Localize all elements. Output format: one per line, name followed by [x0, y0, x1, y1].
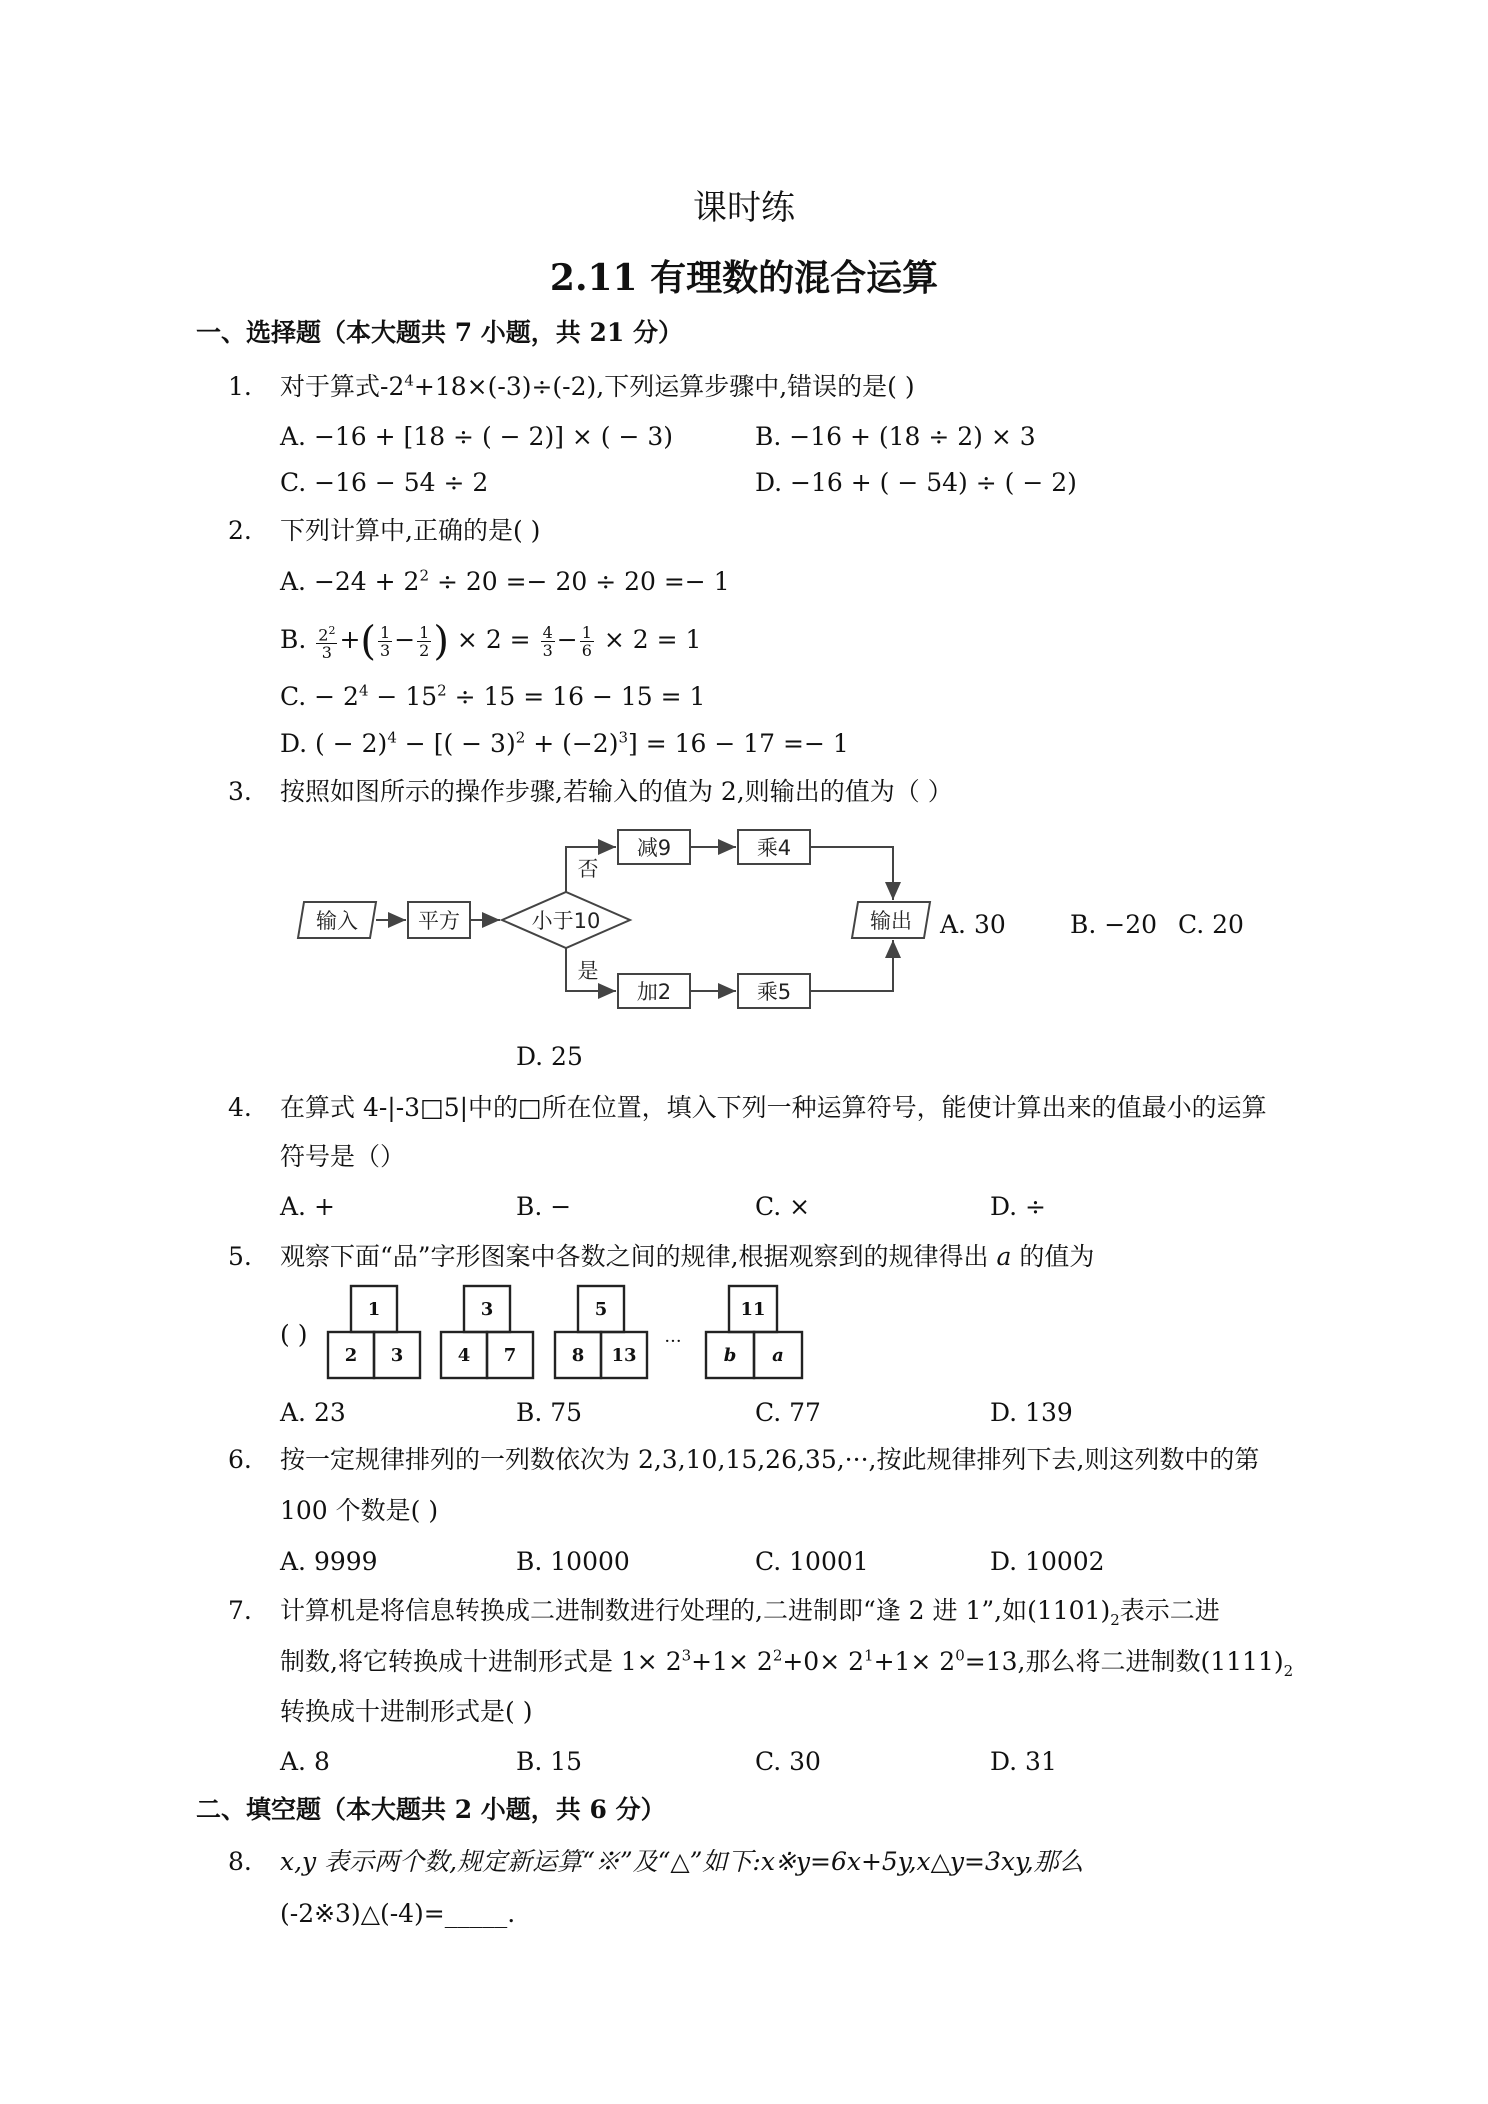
q7-stem-line3: 转换成十进制形式是( )	[280, 1697, 533, 1726]
q8-stem-line1: x,y 表示两个数,规定新运算“※”及“△”如下:x※y=6x+5y,x△y=3xy,那么	[280, 1847, 1084, 1876]
q4-stem-line2: 符号是（）	[280, 1142, 406, 1171]
q4-number: 4.	[228, 1093, 252, 1122]
q5-stem: 观察下面“品”字形图案中各数之间的规律,根据观察到的规律得出 a 的值为	[280, 1242, 1095, 1271]
flow-output-label: 输出	[870, 909, 912, 933]
q7-stem-line2: 制数,将它转换成十进制形式是 $1\times 2^3+1\times 2^2+0\times 2^1+1\times 2^0=13$,那么将二进制数$(1111)_2$	[280, 1646, 1294, 1680]
q2-option-a[interactable]: A. $-24 + 2^2 \div 20 =- 20 \div 20 =- 1$	[280, 566, 730, 596]
q7-option-b[interactable]: B. 15	[516, 1747, 583, 1776]
q4-stem-line1: 在算式 4-|-3□5|中的□所在位置，填入下列一种运算符号，能使计算出来的值最小的运算	[280, 1093, 1267, 1122]
q8-stem-line2[interactable]: (-2※3)△(-4)=_____.	[280, 1899, 516, 1928]
pattern2-right: 7	[503, 1345, 517, 1366]
q4-option-c[interactable]: C. ×	[755, 1192, 811, 1221]
flow-mul4-label: 乘4	[756, 836, 792, 860]
q3-option-d[interactable]: D. 25	[516, 1042, 583, 1071]
q2-stem: 下列计算中,正确的是( )	[280, 516, 541, 545]
section-fill: 二、填空题（本大题共 2 小题，共 6 分）	[196, 1795, 666, 1824]
q2-option-d[interactable]: D. ( − 2)$^4$ − [( − $3)^2 + (-2)^3] = 16 - 17 =- 1$	[280, 728, 849, 758]
pattern-ellipsis: ···	[664, 1331, 682, 1352]
q8-number: 8.	[228, 1847, 252, 1876]
q3-option-b[interactable]: B. −20	[1070, 910, 1158, 939]
flow-yes-label: 是	[577, 959, 599, 983]
flow-input-label: 输入	[316, 909, 358, 933]
flow-sub9-label: 减9	[636, 836, 672, 860]
flow-condition-label: 小于10	[531, 909, 601, 933]
pattern4-left: b	[723, 1345, 737, 1366]
section-choice: 一、选择题（本大题共 7 小题，共 21 分）	[196, 318, 684, 347]
q6-option-d[interactable]: D. 10002	[990, 1547, 1105, 1576]
pattern4-right: a	[772, 1345, 784, 1366]
flow-square-label: 平方	[418, 909, 460, 933]
q7-option-c[interactable]: C. 30	[755, 1747, 821, 1776]
q4-option-a[interactable]: A. +	[280, 1192, 335, 1221]
pattern2-left: 4	[457, 1345, 471, 1366]
q3-stem: 按照如图所示的操作步骤,若输入的值为 2,则输出的值为（ ）	[280, 777, 953, 806]
pattern3-right: 13	[611, 1345, 637, 1366]
q3-option-c[interactable]: C. 20	[1178, 910, 1244, 939]
q2-option-c[interactable]: C. − $2^4 - 15^2 \div 15 = 16 - 15 = 1$	[280, 681, 706, 711]
pattern1-left: 2	[344, 1345, 358, 1366]
q2-number: 2.	[228, 516, 252, 545]
pattern1-top: 1	[367, 1299, 381, 1320]
q1-option-a[interactable]: A. −16 + [18 ÷ ( − 2)] × ( − 3)	[280, 422, 674, 451]
q7-option-a[interactable]: A. 8	[280, 1747, 330, 1776]
q6-stem-line2: 100 个数是( )	[280, 1496, 439, 1525]
pattern3-top: 5	[594, 1299, 608, 1320]
q6-option-a[interactable]: A. 9999	[280, 1547, 378, 1576]
q1-option-d[interactable]: D. −16 + ( − 54) ÷ ( − 2)	[755, 468, 1077, 497]
q3-flowchart	[290, 820, 950, 1020]
q3-option-a[interactable]: A. 30	[940, 910, 1006, 939]
q5-pattern-figure	[325, 1284, 745, 1382]
subtitle: 课时练	[693, 188, 795, 228]
q1-number: 1.	[228, 372, 252, 401]
q6-option-c[interactable]: C. 10001	[755, 1547, 869, 1576]
q7-stem-line1: 计算机是将信息转换成二进制数进行处理的,二进制即“逢 2 进 1”,如$(1101)_2$表示二进	[280, 1596, 1220, 1629]
q1-stem: 对于算式$-2^4+18\times(-3)\div(-2)$,下列运算步骤中,错误的是( )	[280, 371, 915, 401]
q5-option-b[interactable]: B. 75	[516, 1398, 583, 1427]
q1-option-b[interactable]: B. −16 + (18 ÷ 2) × 3	[755, 422, 1036, 451]
q5-number: 5.	[228, 1242, 252, 1271]
q2-option-b[interactable]: B. $\frac{2^2}{3}$ +( $\frac{1}{3}$ − $\frac{1}{2}$ ) × 2 = $\frac{4}{3}$ − $\frac{1}{6}$ × 2 = 1	[280, 618, 702, 665]
pattern1-right: 3	[390, 1345, 404, 1366]
q7-option-d[interactable]: D. 31	[990, 1747, 1057, 1776]
q5-answer-paren: ( )	[280, 1320, 308, 1349]
pattern3-left: 8	[571, 1345, 585, 1366]
q7-number: 7.	[228, 1596, 252, 1625]
flow-mul5-label: 乘5	[756, 980, 792, 1004]
flow-add2-label: 加2	[636, 980, 672, 1004]
q1-option-c[interactable]: C. −16 − 54 ÷ 2	[280, 468, 489, 497]
q4-option-d[interactable]: D. ÷	[990, 1192, 1046, 1221]
q5-pattern-unknown	[704, 1284, 804, 1382]
q4-option-b[interactable]: B. −	[516, 1192, 572, 1221]
page-title: 2.11 有理数的混合运算	[549, 257, 939, 299]
q3-number: 3.	[228, 777, 252, 806]
flow-no-label: 否	[577, 857, 599, 881]
pattern4-top: 11	[740, 1299, 766, 1320]
pattern2-top: 3	[480, 1299, 494, 1320]
q6-option-b[interactable]: B. 10000	[516, 1547, 630, 1576]
q5-option-a[interactable]: A. 23	[280, 1398, 346, 1427]
q6-stem-line1: 按一定规律排列的一列数依次为 2,3,10,15,26,35,···,按此规律排列下去,则这列数中的第	[280, 1445, 1260, 1474]
q5-option-c[interactable]: C. 77	[755, 1398, 821, 1427]
q5-option-d[interactable]: D. 139	[990, 1398, 1073, 1427]
q6-number: 6.	[228, 1445, 252, 1474]
